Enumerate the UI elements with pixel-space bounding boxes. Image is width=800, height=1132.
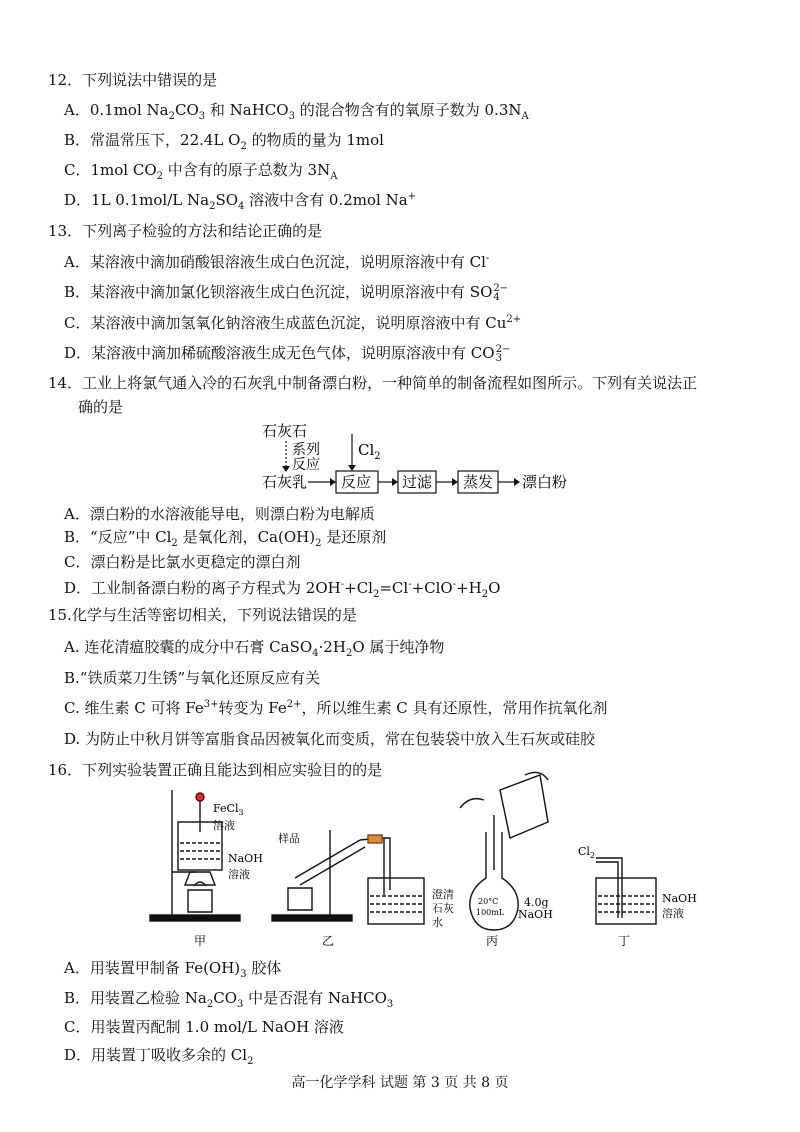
q15-option-b: B.“铁质菜刀生锈”与氧化还原反应有关 (64, 669, 321, 687)
stopper-icon (368, 835, 382, 843)
q14-stem-line2: 确的是 (78, 398, 124, 416)
svg-text:100mL: 100mL (476, 908, 505, 917)
apparatus-ding (596, 858, 656, 924)
q12-stem: 12．下列说法中错误的是 (48, 71, 218, 89)
flow-series: 系列 (292, 442, 320, 458)
q16-stem: 16．下列实验装置正确且能达到相应实验目的的是 (48, 761, 383, 779)
ding-cl2: $Cl_2$ (578, 845, 596, 860)
q16-option-d: D．用装置丁吸收多余的 $Cl_2$ (64, 1046, 254, 1067)
q13-stem: 13．下列离子检验的方法和结论正确的是 (48, 222, 323, 240)
svg-text:溶液: 溶液 (228, 868, 250, 881)
q14-option-d: D．工业制备漂白粉的离子方程式为 $2OH^-+Cl_2=Cl^-+ClO^-+H_2O$ (64, 579, 501, 600)
caption-ding: 丁 (618, 934, 631, 948)
q15-option-c: C. 维生素 C 可将 $Fe^{3+}$转变为 $Fe^{2+}$，所以维生素 C 具有还原性，常用作抗氧化剂 (64, 699, 608, 717)
caption-jia: 甲 (194, 934, 207, 948)
page-footer: 高一化学学科 试题 第 3 页 共 8 页 (291, 1075, 509, 1091)
q14-option-b: B．“反应”中 $Cl_2$ 是氧化剂，$Ca(OH)_2$ 是还原剂 (64, 528, 387, 549)
q15-option-a: A. 连花清瘟胶囊的成分中石膏 $CaSO_4\cdot 2H_2O$ 属于纯净物 (64, 638, 445, 659)
q12-option-b: B．常温常压下，22.4L $O_2$ 的物质的量为 1mol (64, 131, 384, 152)
dropper-bulb-icon (196, 793, 204, 801)
svg-text:NaOH: NaOH (228, 852, 263, 865)
jia-fecl3: FeCl$_3$ (213, 802, 244, 817)
svg-text:溶液: 溶液 (662, 907, 684, 920)
svg-text:蒸发: 蒸发 (463, 473, 494, 491)
q14-option-c: C．漂白粉是比氯水更稳定的漂白剂 (64, 553, 301, 571)
q15-option-d: D. 为防止中秋月饼等富脂食品因被氧化而变质，常在包装袋中放入生石灰或硅胶 (64, 730, 596, 748)
caption-bing: 丙 (486, 934, 499, 948)
svg-text:澄清: 澄清 (432, 888, 454, 901)
q12-option-a: A．0.1mol $Na_2CO_3$ 和 NaHCO$_3$ 的混合物含有的氧原子数为 $0.3N_A$ (64, 101, 529, 122)
q16-option-a: A．用装置甲制备 $Fe(OH)_3$ 胶体 (64, 959, 282, 980)
q14-stem-line1: 14．工业上将氯气通入冷的石灰乳中制备漂白粉，一种简单的制备流程如图所示。下列有关说法正 (48, 374, 698, 392)
svg-text:石灰: 石灰 (432, 902, 454, 915)
flow-lime-milk: 石灰乳 (262, 473, 308, 491)
q14-option-a: A．漂白粉的水溶液能导电，则漂白粉为电解质 (64, 505, 375, 523)
q12-option-c: C．1mol $CO_2$ 中含有的原子总数为 $3N_A$ (64, 161, 338, 182)
svg-text:4.0g: 4.0g (524, 896, 549, 909)
q13-option-d: D．某溶液中滴加稀硫酸溶液生成无色气体，说明原溶液中有 CO 2− 3 (64, 344, 511, 364)
svg-text:NaOH: NaOH (518, 908, 553, 921)
svg-text:溶液: 溶液 (213, 819, 235, 832)
svg-text:反应: 反应 (341, 473, 372, 491)
q13-option-c: C．某溶液中滴加氢氧化钠溶液生成蓝色沉淀，说明原溶液中有 $Cu^{2+}$ (64, 314, 522, 332)
yi-sample: 样品 (278, 832, 300, 845)
svg-text:20°C: 20°C (478, 897, 499, 906)
flow-reaction-word: 反应 (292, 457, 320, 473)
q13-option-a: A．某溶液中滴加硝酸银溶液生成白色沉淀，说明原溶液中有 Cl- (64, 253, 490, 271)
q13-option-b: B．某溶液中滴加氯化钡溶液生成白色沉淀，说明原溶液中有 SO 2− 4 (64, 283, 509, 303)
svg-text:过滤: 过滤 (402, 473, 433, 491)
svg-text:NaOH: NaOH (662, 892, 697, 905)
q16-option-c: C．用装置丙配制 1.0 mol/L NaOH 溶液 (64, 1018, 344, 1036)
flow-limestone: 石灰石 (262, 422, 308, 440)
q16-option-b: B．用装置乙检验 $Na_2CO_3$ 中是否混有 NaHCO$_3$ (64, 989, 394, 1010)
q12-option-d: D．1L 0.1mol/L $Na_2SO_4$ 溶液中含有 0.2mol Na+ (64, 191, 417, 212)
svg-text:水: 水 (432, 916, 443, 929)
caption-yi: 乙 (322, 934, 335, 948)
q15-stem: 15.化学与生活等密切相关，下列说法错误的是 (48, 606, 357, 624)
flow-cl2: $Cl_2$ (358, 441, 381, 462)
flow-product: 漂白粉 (522, 473, 568, 491)
